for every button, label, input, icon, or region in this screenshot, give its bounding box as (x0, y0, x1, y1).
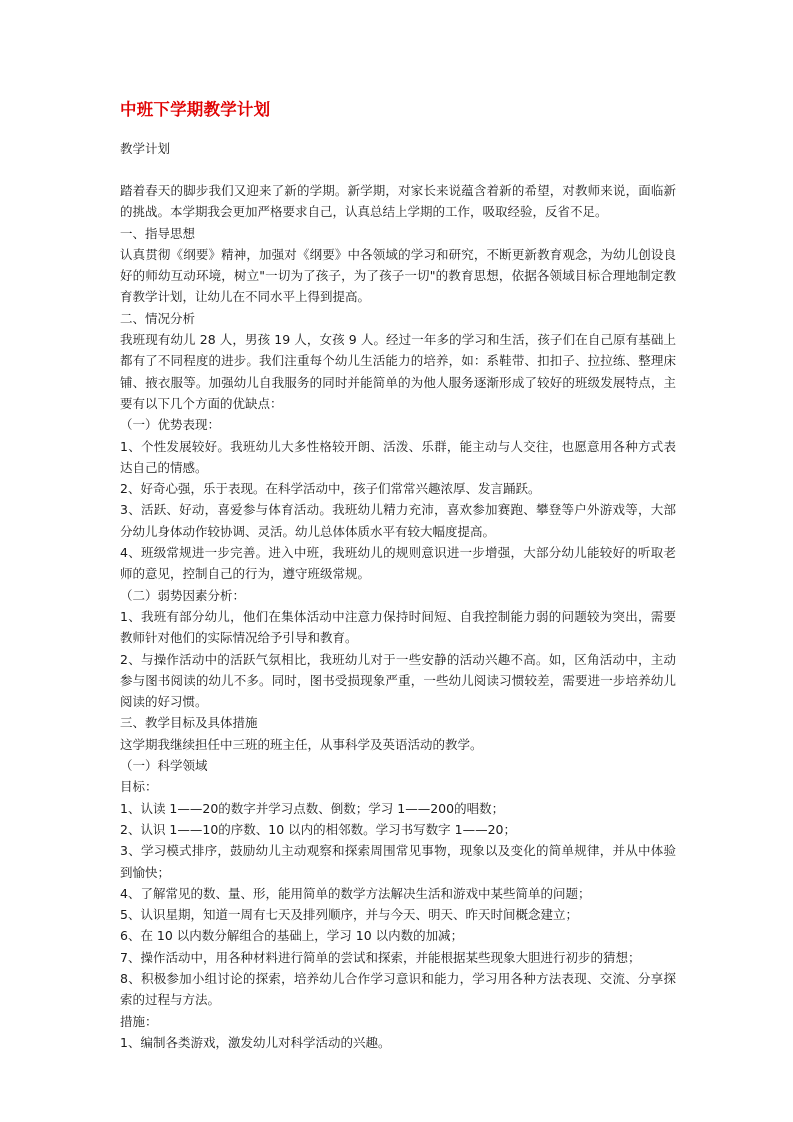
paragraph: （一）科学领域 (120, 758, 208, 774)
paragraph: 4、班级常规进一步完善。进入中班，我班幼儿的规则意识进一步增强，大部分幼儿能较好的听取老师的意见，控制自己的行为，遵守班级常规。 (120, 545, 676, 582)
paragraph: 2、与操作活动中的活跃气氛相比，我班幼儿对于一些安静的活动兴趣不高。如，区角活动中，主动参与图书阅读的幼儿不多。同时，图书受损现象严重，一些幼儿阅读习惯较差，需要进一步培养幼儿阅读的好习惯。 (120, 651, 676, 710)
paragraph: 8、积极参加小组讨论的探索，培养幼儿合作学习意识和能力，学习用各种方法表现、交流、分享探索的过程与方法。 (120, 970, 676, 1008)
paragraph: 6、在 10 以内数分解组合的基础上，学习 10 以内数的加减； (120, 928, 464, 944)
paragraph: 一、指导思想 (120, 225, 196, 241)
paragraph: 3、活跃、好动，喜爱参与体育活动。我班幼儿精力充沛，喜欢参加赛跑、攀登等户外游戏等，大部分幼儿身体动作较协调、灵活。幼儿总体体质水平有较大幅度提高。 (120, 502, 676, 539)
paragraph: 踏着春天的脚步我们又迎来了新的学期。新学期，对家长来说蕴含着新的希望，对教师来说，面临新的挑战。本学期我会更加严格要求自己，认真总结上学期的工作，吸取经验，反省不足。 (120, 183, 676, 220)
paragraph: 认真贯彻《纲要》精神，加强对《纲要》中各领域的学习和研究，不断更新教育观念，为幼儿创设良好的师幼互动环境，树立"一切为了孩子，为了孩子一切"的教育思想，依据各领域目标合理地制定教育教学计划，让幼儿在不同水平上得到提高。 (120, 246, 676, 305)
paragraph: 5、认识星期，知道一周有七天及排列顺序，并与今天、明天、昨天时间概念建立； (120, 907, 578, 923)
paragraph: 1、个性发展较好。我班幼儿大多性格较开朗、活泼、乐群，能主动与人交往，也愿意用各种方式表达自己的情感。 (120, 438, 676, 475)
paragraph: 1、我班有部分幼儿，他们在集体活动中注意力保持时间短、自我控制能力弱的问题较为突出，需要教师针对他们的实际情况给予引导和教育。 (120, 608, 676, 646)
paragraph: 我班现有幼儿 28 人，男孩 19 人，女孩 9 人。经过一年多的学习和生活，孩子们在自己原有基础上都有了不同程度的进步。我们注重每个幼儿生活能力的培养，如：系鞋带、扣扣子、拉拉练、整理床铺、掖衣服等。加强幼儿自我服务的同时并能简单的为他人服务逐渐形成了较好的班级发展特点，主要有以下几个方面的优缺点： (120, 332, 676, 411)
paragraph: （一）优势表现： (120, 417, 221, 433)
paragraph: 目标： (120, 779, 158, 795)
paragraph: 2、好奇心强，乐于表现。在科学活动中，孩子们常常兴趣浓厚、发言踊跃。 (120, 481, 541, 497)
paragraph: 4、了解常见的数、量、形，能用简单的数学方法解决生活和游戏中某些简单的问题； (120, 885, 591, 901)
document-body (120, 180, 676, 1053)
paragraph: 2、认识 1——10的序数、10 以内的相邻数。学习书写数字 1——20； (120, 821, 516, 837)
paragraph: （二）弱势因素分析： (120, 587, 246, 603)
paragraph: 措施： (120, 1013, 158, 1029)
paragraph: 二、情况分析 (120, 310, 196, 326)
paragraph: 1、编制各类游戏，激发幼儿对科学活动的兴趣。 (120, 1034, 391, 1050)
paragraph: 这学期我继续担任中三班的班主任，从事科学及英语活动的教学。 (120, 736, 483, 752)
paragraph: 三、教学目标及具体措施 (120, 715, 258, 731)
document-subtitle: 教学计划 (120, 141, 171, 156)
document-title: 中班下学期教学计划 (120, 100, 271, 119)
paragraph: 1、认读 1——20的数字并学习点数、倒数；学习 1——200的唱数； (120, 800, 505, 816)
paragraph: 7、操作活动中，用各种材料进行简单的尝试和探索，并能根据某些现象大胆进行初步的猜想； (120, 949, 641, 965)
paragraph: 3、学习模式排序，鼓励幼儿主动观察和探索周围常见事物，现象以及变化的简单规律，并从中体验到愉快； (120, 843, 676, 880)
